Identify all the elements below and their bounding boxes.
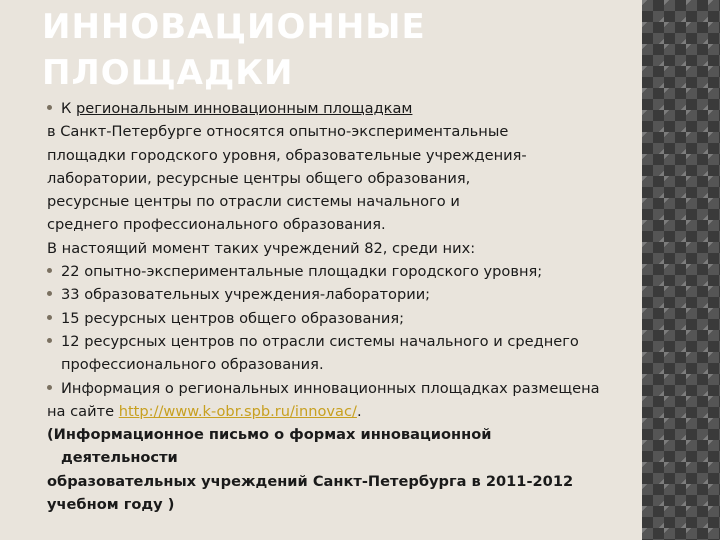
note-line-1: (Информационное письмо о формах инновационной — [47, 426, 492, 444]
info-line-2 — [47, 400, 647, 423]
list-item: 22 опытно-экспериментальные площадки городского уровня; — [47, 260, 647, 283]
slide-body — [47, 97, 647, 516]
intro-bullet — [47, 97, 647, 120]
list-item — [47, 330, 647, 377]
note-line-4: учебном году ) — [47, 496, 175, 514]
item4-line-1: 12 ресурсных центров по отрасли системы начального и среднего — [61, 332, 579, 350]
intro-line-2: площадки городского уровня, образовательные учреждения- — [47, 146, 527, 164]
info-prefix: на сайте — [47, 402, 119, 420]
info-line-1: Информация о региональных инновационных площадках размещена — [47, 377, 647, 400]
intro-line-1: в Санкт-Петербурге относятся опытно-экспериментальные — [47, 123, 509, 141]
intro-line-5: среднего профессионального образования. — [47, 216, 386, 234]
intro-underlined: региональным инновационным площадкам — [76, 100, 413, 117]
title-line-2: ПЛОЩАДКИ — [42, 53, 294, 93]
list-item: 15 ресурсных центров общего образования; — [47, 307, 647, 330]
note-block — [47, 423, 647, 516]
note-line-3: образовательных учреждений Санкт-Петербурга в 2011-2012 — [47, 472, 574, 490]
intro-line-4: ресурсные центры по отрасли системы начального и — [47, 193, 460, 211]
note-line-2: деятельности — [61, 449, 178, 467]
slide-title — [42, 4, 632, 96]
list-item: 33 образовательных учреждения-лаборатории; — [47, 283, 647, 306]
item4-line-2: профессионального образования. — [61, 356, 324, 374]
decorative-pattern-strip — [642, 0, 720, 540]
title-line-1: ИННОВАЦИОННЫЕ — [42, 7, 426, 47]
innovac-link[interactable]: http://www.k-obr.spb.ru/innovac/ — [118, 402, 357, 420]
count-line: В настоящий момент таких учреждений 82, среди них: — [47, 239, 476, 257]
info-suffix: . — [356, 402, 362, 420]
intro-prefix: К — [61, 100, 76, 117]
intro-line-3: лаборатории, ресурсные центры общего образования, — [47, 169, 471, 187]
